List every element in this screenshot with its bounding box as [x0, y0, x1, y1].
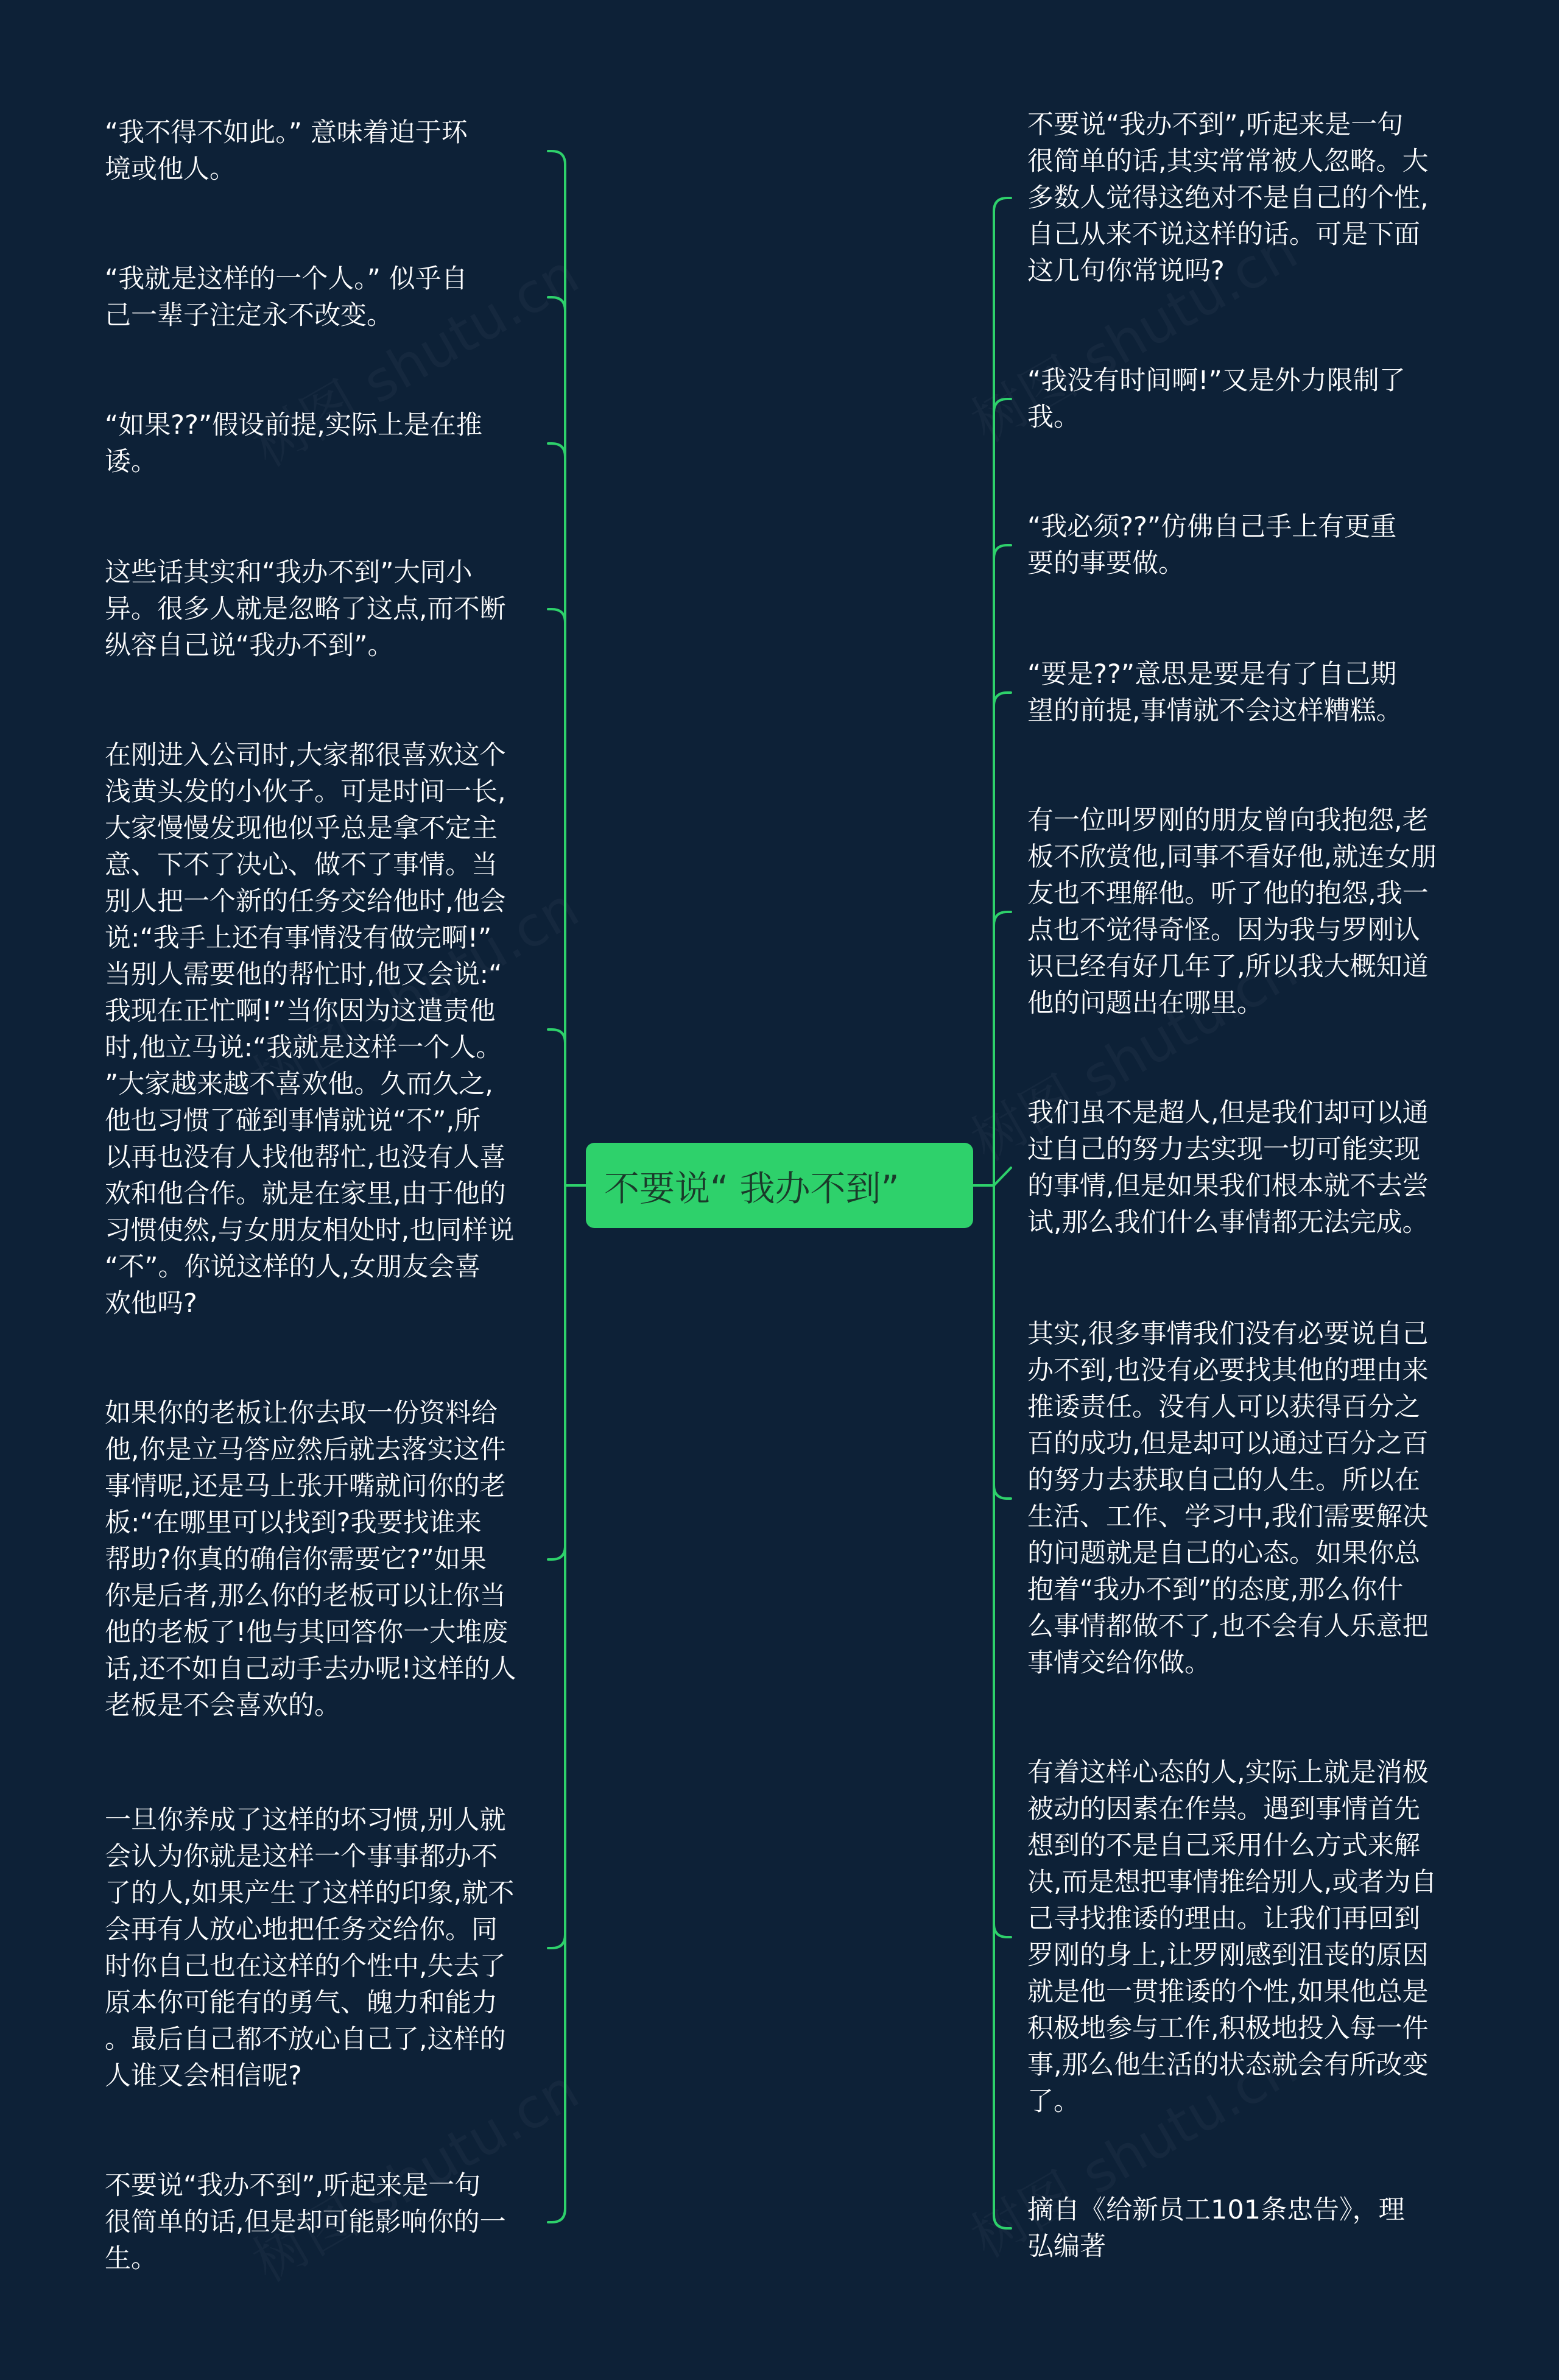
right-connector-8 — [994, 1185, 1011, 1937]
right-topic-5[interactable]: 有一位叫罗刚的朋友曾向我抱怨,老 板不欣赏他,同事不看好他,就连女朋 友也不理解他。听了他的抱怨,我一 点也不觉得奇怪。因为我与罗刚认 识已经有好几年了,所以我大概知道 他的问题出在哪里。 — [1027, 805, 1437, 1019]
left-topic-5[interactable]: 在刚进入公司时,大家都很喜欢这个 浅黄头发的小伙子。可是时间一长, 大家慢慢发现他似乎总是拿不定主 意、下不了决心、做不了事情。当 别人把一个新的任务交给他时,他会 说:“我手上还有事情没有做完啊!” 当别人需要他的帮忙时,他又会说:“ 我现在正忙啊!”当你因为这遣责他 时,他立马说:“我就是这样一个人。 ”大家越来越不喜欢他。久而久之, 他也习惯了碰到事情就说“不”,所 以再也没有人找他帮忙,也没有人喜 欢和他合作。就是在家里,由于他的 习惯使然,与女朋友相处时,也同样说 “不”。你说这样的人,女朋友会喜 欢他吗? — [105, 740, 515, 1319]
right-topic-6[interactable]: 我们虽不是超人,但是我们却可以通 过自己的努力去实现一切可能实现 的事情,但是如果我们根本就不去尝 试,那么我们什么事情都无法完成。 — [1027, 1098, 1429, 1238]
right-connector-9 — [994, 1185, 1011, 2228]
left-connector-3 — [548, 443, 565, 1185]
right-topic-3[interactable]: “我必须??”仿佛自己手上有更重 要的事要做。 — [1027, 512, 1397, 579]
left-topic-4[interactable]: 这些话其实和“我办不到”大同小 异。很多人就是忽略了这点,而不断 纵容自己说“我办不到”。 — [105, 557, 506, 661]
left-topic-8[interactable]: 不要说“我办不到”,听起来是一句 很简单的话,但是却可能影响你的一 生。 — [105, 2170, 506, 2274]
root-topic-label: 不要说“ 我办不到” — [604, 1168, 899, 1209]
left-connector-8 — [548, 1185, 565, 2222]
right-connector-4 — [994, 693, 1011, 1185]
left-topic-3[interactable]: “如果??”假设前提,实际上是在推 诿。 — [105, 410, 482, 477]
left-connector-5 — [548, 1029, 565, 1185]
right-topic-4[interactable]: “要是??”意思是要是有了自己期 望的前提,事情就不会这样糟糕。 — [1027, 659, 1402, 726]
right-connector-7 — [994, 1185, 1011, 1499]
right-connector-6 — [994, 1168, 1011, 1185]
right-connector-5 — [994, 912, 1011, 1185]
right-topic-9[interactable]: 摘自《给新员工101条忠告》，理 弘编著 — [1027, 2195, 1405, 2262]
right-topic-1[interactable]: 不要说“我办不到”,听起来是一句 很简单的话,其实常常被人忽略。大 多数人觉得这绝对不是自己的个性, 自己从来不说这样的话。可是下面 这几句你常说吗? — [1027, 110, 1429, 286]
left-connector-6 — [548, 1185, 565, 1559]
left-topic-7[interactable]: 一旦你养成了这样的坏习惯,别人就 会认为你就是这样一个事事都办不 了的人,如果产生了这样的印象,就不 会再有人放心地把任务交给你。同 时你自己也在这样的个性中,失去了 原本你可能有的勇气、魄力和能力 。最后自己都不放心自己了,这样的 人谁又会相信呢? — [105, 1805, 515, 2091]
left-topic-1[interactable]: “我不得不如此。” 意味着迫于环 境或他人。 — [105, 118, 468, 185]
left-topic-6[interactable]: 如果你的老板让你去取一份资料给 他,你是立马答应然后就去落实这件 事情呢,还是马上张开嘴就问你的老 板:“在哪里可以找到?我要找谁来 帮助?你真的确信你需要它?”如果 你是后者,那么你的老板可以让你当 他的老板了!他与其回答你一大堆废 话,还不如自己动手去办呢!这样的人 老板是不会喜欢的。 — [105, 1398, 516, 1721]
left-connector-7 — [548, 1185, 565, 1948]
right-connector-2 — [994, 399, 1011, 1185]
root-topic[interactable] — [586, 1143, 973, 1228]
right-topic-7[interactable]: 其实,很多事情我们没有必要说自己 办不到,也没有必要找其他的理由来 推诿责任。没有人可以获得百分之 百的成功,但是却可以通过百分之百 的努力去获取自己的人生。所以在 生活、工作、学习中,我们需要解决 的问题就是自己的心态。如果你总 抱着“我办不到”的态度,那么你什 么事情都做不了,也不会有人乐意把 事情交给你做。 — [1027, 1319, 1429, 1678]
left-connector-2 — [548, 297, 565, 1185]
right-connector-3 — [994, 545, 1011, 1185]
right-topic-2[interactable]: “我没有时间啊!”又是外力限制了 我。 — [1027, 365, 1406, 433]
left-connector-4 — [548, 609, 565, 1185]
left-topic-2[interactable]: “我就是这样的一个人。” 似乎自 己一辈子注定永不改变。 — [105, 264, 468, 331]
right-topic-8[interactable]: 有着这样心态的人,实际上就是消极 被动的因素在作祟。遇到事情首先 想到的不是自己采用什么方式来解 决,而是想把事情推给别人,或者为自 己寻找推诿的理由。让我们再回到 罗刚的身上,让罗刚感到沮丧的原因 就是他一贯推诿的个性,如果他总是 积极地参与工作,积极地投入每一件 事,那么他生活的状态就会有所改变 了。 — [1027, 1757, 1437, 2117]
